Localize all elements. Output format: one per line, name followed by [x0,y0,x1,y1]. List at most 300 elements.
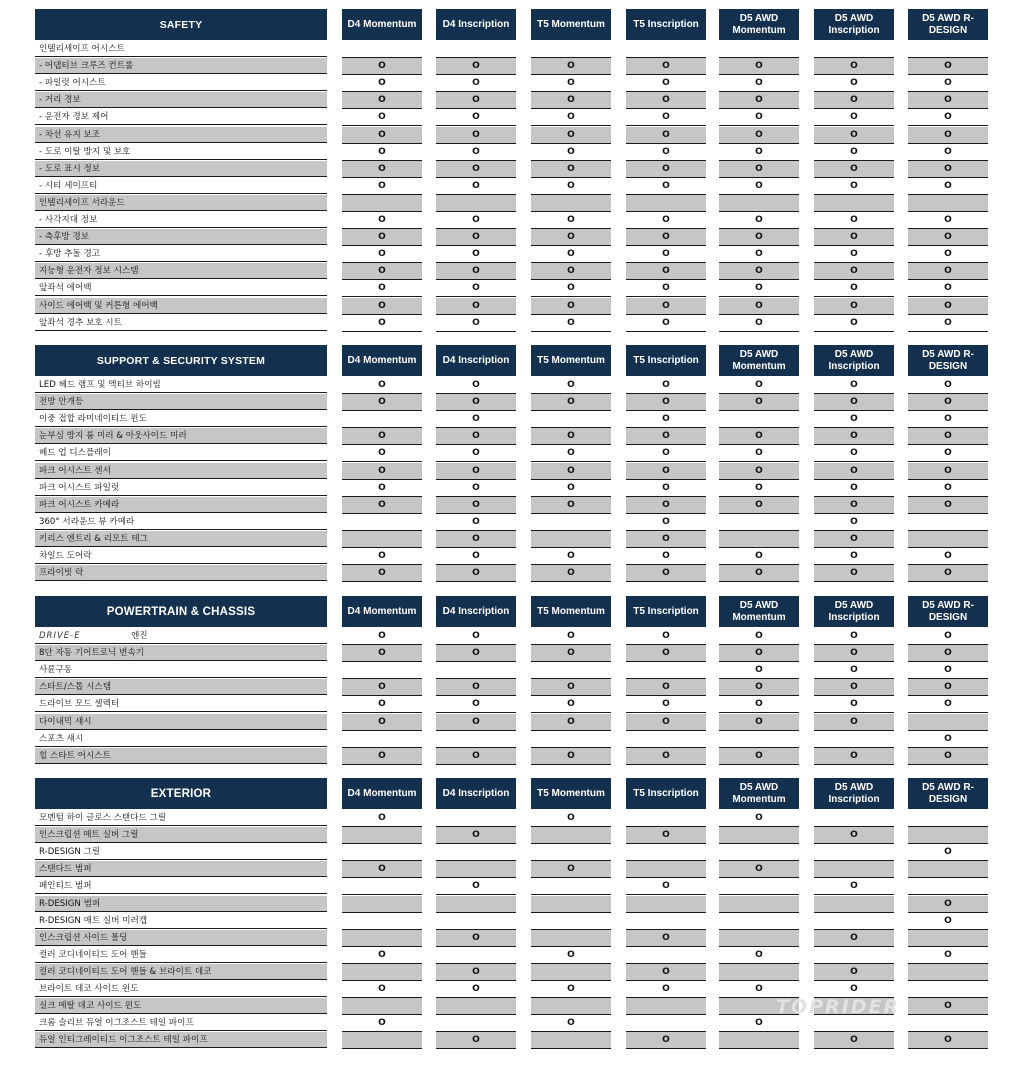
availability-mark: O [814,58,894,75]
availability-mark: O [908,109,988,126]
feature-label: - 파일럿 어시스트 [35,75,327,91]
availability-mark [342,531,422,548]
feature-label: - 차선 유지 보조 [35,127,327,143]
availability-mark: O [342,445,422,462]
availability-mark: O [719,92,799,109]
availability-mark: O [719,628,799,645]
availability-mark: O [719,947,799,964]
availability-mark: O [814,480,894,497]
availability-mark: O [626,229,706,246]
availability-mark [531,878,611,895]
availability-mark [531,41,611,58]
availability-mark: O [626,280,706,297]
availability-mark [719,964,799,981]
table-row [0,109,1024,126]
availability-mark: O [531,445,611,462]
availability-mark: O [436,161,516,178]
availability-mark: O [436,748,516,765]
availability-mark [436,844,516,861]
availability-mark [908,714,988,731]
availability-mark: O [342,161,422,178]
availability-mark: O [436,109,516,126]
availability-mark [814,861,894,878]
table-row [0,75,1024,92]
column-header: T5 Inscription [626,596,706,627]
availability-mark: O [814,298,894,315]
availability-mark: O [814,696,894,713]
availability-mark: O [342,229,422,246]
availability-mark: O [719,109,799,126]
feature-label: 스탠다드 범퍼 [35,861,327,877]
section-title: EXTERIOR [35,778,327,809]
availability-mark [626,861,706,878]
availability-mark [626,896,706,913]
availability-mark: O [719,714,799,731]
availability-mark [436,662,516,679]
availability-mark [436,1015,516,1032]
availability-mark [342,930,422,947]
availability-mark [719,827,799,844]
availability-mark: O [626,827,706,844]
column-header: D5 AWD Momentum [719,778,799,809]
table-row [0,394,1024,411]
availability-mark: O [719,696,799,713]
column-header: D5 AWD R-DESIGN [908,596,988,627]
availability-mark: O [342,810,422,827]
availability-mark: O [814,144,894,161]
availability-mark: O [342,394,422,411]
availability-mark: O [531,127,611,144]
availability-mark [342,1032,422,1049]
table-row [0,930,1024,947]
availability-mark: O [719,548,799,565]
availability-mark: O [814,497,894,514]
availability-mark: O [626,58,706,75]
table-row [0,964,1024,981]
availability-mark: O [531,480,611,497]
availability-mark [719,531,799,548]
availability-mark: O [436,428,516,445]
availability-mark: O [342,75,422,92]
table-row [0,844,1024,861]
availability-mark: O [626,714,706,731]
availability-mark [626,662,706,679]
availability-mark [908,531,988,548]
table-row [0,428,1024,445]
availability-mark: O [814,878,894,895]
availability-mark: O [626,377,706,394]
availability-mark: O [342,548,422,565]
availability-mark: O [719,298,799,315]
feature-label: 인텔리세이프 어시스트 [35,41,327,57]
availability-mark: O [908,497,988,514]
availability-mark: O [814,930,894,947]
availability-mark [908,514,988,531]
column-header: T5 Inscription [626,778,706,809]
availability-mark [719,195,799,212]
column-header: D5 AWD Inscription [814,345,894,376]
availability-mark: O [531,714,611,731]
table-row [0,628,1024,645]
table-row [0,947,1024,964]
availability-mark: O [342,480,422,497]
feature-label: 지능형 운전자 정보 시스템 [35,263,327,279]
availability-mark: O [342,696,422,713]
availability-mark: O [342,58,422,75]
availability-mark: O [342,565,422,582]
availability-mark: O [436,144,516,161]
availability-mark [626,844,706,861]
availability-mark: O [342,645,422,662]
table-row [0,445,1024,462]
availability-mark: O [531,144,611,161]
availability-mark: O [908,428,988,445]
availability-mark: O [814,377,894,394]
column-header: T5 Momentum [531,778,611,809]
table-row [0,810,1024,827]
availability-mark [342,731,422,748]
availability-mark [531,930,611,947]
table-row [0,896,1024,913]
availability-mark [908,41,988,58]
availability-mark: O [908,212,988,229]
availability-mark: O [626,92,706,109]
availability-mark [531,998,611,1015]
table-row [0,41,1024,58]
availability-mark: O [531,109,611,126]
availability-mark: O [814,394,894,411]
availability-mark: O [626,679,706,696]
availability-mark: O [436,878,516,895]
availability-mark: O [719,58,799,75]
table-row [0,92,1024,109]
availability-mark: O [908,696,988,713]
availability-mark: O [531,428,611,445]
availability-mark [719,411,799,428]
feature-label: 차일드 도어락 [35,548,327,564]
section-title: POWERTRAIN & CHASSIS [35,596,327,627]
availability-mark: O [814,428,894,445]
feature-label: 파크 어시스트 센서 [35,463,327,479]
availability-mark: O [436,229,516,246]
availability-mark: O [908,548,988,565]
availability-mark: O [814,127,894,144]
availability-mark: O [814,445,894,462]
availability-mark: O [436,315,516,332]
availability-mark: O [814,463,894,480]
column-header: D5 AWD R-DESIGN [908,345,988,376]
watermark: TOPRIDER [776,996,901,1018]
availability-mark: O [342,861,422,878]
availability-mark: O [342,178,422,195]
column-header: D5 AWD Inscription [814,9,894,40]
availability-mark: O [531,861,611,878]
availability-mark: O [908,161,988,178]
availability-mark [626,195,706,212]
availability-mark [436,947,516,964]
table-row [0,298,1024,315]
availability-mark: O [719,280,799,297]
table-row [0,480,1024,497]
availability-mark: O [908,445,988,462]
availability-mark: O [908,731,988,748]
feature-label: 앞좌석 에어백 [35,280,327,296]
availability-mark: O [814,315,894,332]
availability-mark: O [626,645,706,662]
availability-mark [342,913,422,930]
availability-mark: O [719,178,799,195]
availability-mark: O [719,565,799,582]
availability-mark: O [814,714,894,731]
feature-label: 크롬 슬리브 듀얼 이그조스트 테일 파이프 [35,1015,327,1031]
availability-mark [908,1015,988,1032]
feature-label: 힐 스타트 어시스트 [35,748,327,764]
table-row [0,565,1024,582]
availability-mark: O [531,565,611,582]
availability-mark: O [814,263,894,280]
availability-mark: O [436,127,516,144]
availability-mark: O [531,246,611,263]
availability-mark [531,827,611,844]
availability-mark: O [908,58,988,75]
availability-mark: O [531,981,611,998]
availability-mark: O [814,628,894,645]
availability-mark [626,810,706,827]
availability-mark: O [436,463,516,480]
availability-mark: O [531,161,611,178]
availability-mark: O [531,645,611,662]
feature-label: 파크 어시스트 카메라 [35,497,327,513]
availability-mark: O [814,161,894,178]
availability-mark [531,662,611,679]
availability-mark: O [531,463,611,480]
table-row [0,315,1024,332]
availability-mark: O [719,75,799,92]
table-row [0,861,1024,878]
availability-mark: O [908,565,988,582]
availability-mark: O [626,178,706,195]
availability-mark: O [908,1032,988,1049]
availability-mark [436,41,516,58]
availability-mark [908,930,988,947]
availability-mark [436,861,516,878]
availability-mark [436,998,516,1015]
availability-mark: O [719,1015,799,1032]
feature-label: 파크 어시스트 파일럿 [35,480,327,496]
availability-mark [342,514,422,531]
availability-mark [719,913,799,930]
feature-label: 사이드 에어백 및 커튼형 에어백 [35,298,327,314]
feature-label: - 시티 세이프티 [35,178,327,194]
availability-mark: O [626,315,706,332]
feature-label: 스타트/스톱 시스템 [35,679,327,695]
availability-mark [436,810,516,827]
availability-mark: O [814,565,894,582]
availability-mark: O [531,178,611,195]
availability-mark: O [436,679,516,696]
availability-mark [814,195,894,212]
availability-mark: O [908,263,988,280]
availability-mark: O [908,913,988,930]
availability-mark: O [814,964,894,981]
availability-mark [531,514,611,531]
availability-mark: O [342,714,422,731]
availability-mark: O [626,964,706,981]
availability-mark [531,531,611,548]
availability-mark [626,41,706,58]
availability-mark: O [342,263,422,280]
availability-mark: O [814,75,894,92]
feature-label: 이중 접합 라미네이티드 윈도 [35,411,327,427]
availability-mark [719,930,799,947]
feature-label: 페인티드 범퍼 [35,878,327,894]
availability-mark: O [436,445,516,462]
availability-mark: O [342,463,422,480]
availability-mark [342,195,422,212]
table-row [0,280,1024,297]
availability-mark: O [342,127,422,144]
availability-mark: O [814,411,894,428]
feature-label: 360° 서라운드 뷰 카메라 [35,514,327,530]
availability-mark: O [814,548,894,565]
availability-mark [436,731,516,748]
availability-mark [719,1032,799,1049]
availability-mark: O [626,75,706,92]
availability-mark: O [908,246,988,263]
table-row [0,178,1024,195]
section-title: SUPPORT & SECURITY SYSTEM [35,345,327,376]
column-header: T5 Inscription [626,345,706,376]
feature-label: - 어댑티브 크루즈 컨트롤 [35,58,327,74]
feature-label: 드라이브 모드 셀렉터 [35,696,327,712]
availability-mark: O [626,212,706,229]
availability-mark: O [531,263,611,280]
availability-mark: O [436,696,516,713]
table-row [0,161,1024,178]
availability-mark: O [342,497,422,514]
availability-mark: O [436,411,516,428]
availability-mark [342,662,422,679]
feature-label: 브라이트 데코 사이드 윈도 [35,981,327,997]
availability-mark: O [719,212,799,229]
availability-mark [342,41,422,58]
availability-mark: O [908,480,988,497]
availability-mark [342,411,422,428]
availability-mark: O [626,428,706,445]
column-header: D4 Inscription [436,345,516,376]
availability-mark: O [814,531,894,548]
availability-mark: O [814,246,894,263]
availability-mark: O [908,298,988,315]
feature-label: - 사각지대 정보 [35,212,327,228]
availability-mark: O [531,497,611,514]
availability-mark: O [719,161,799,178]
availability-mark: O [814,827,894,844]
availability-mark: O [531,377,611,394]
availability-mark: O [436,964,516,981]
availability-mark [719,844,799,861]
availability-mark [908,861,988,878]
availability-mark: O [719,645,799,662]
availability-mark: O [342,679,422,696]
availability-mark: O [908,748,988,765]
feature-label: 8단 자동 기어트로닉 변속기 [35,645,327,661]
availability-mark: O [719,394,799,411]
column-header: D5 AWD Momentum [719,345,799,376]
availability-mark [908,964,988,981]
availability-mark: O [436,497,516,514]
availability-mark: O [719,480,799,497]
table-row [0,229,1024,246]
availability-mark [814,731,894,748]
availability-mark: O [908,896,988,913]
availability-mark: O [719,445,799,462]
availability-mark: O [436,565,516,582]
table-row [0,827,1024,844]
availability-mark [531,411,611,428]
availability-mark: O [342,280,422,297]
availability-mark: O [436,480,516,497]
availability-mark: O [531,548,611,565]
availability-mark: O [531,748,611,765]
table-row [0,246,1024,263]
feature-label: 다이내믹 섀시 [35,714,327,730]
availability-mark: O [436,298,516,315]
availability-mark: O [908,998,988,1015]
feature-label-text: 엔진 [131,631,148,641]
availability-mark: O [719,377,799,394]
column-header: D5 AWD Inscription [814,596,894,627]
availability-mark: O [342,628,422,645]
table-row [0,1032,1024,1049]
availability-mark: O [908,229,988,246]
availability-mark: O [531,679,611,696]
availability-mark: O [719,144,799,161]
column-header: D5 AWD Momentum [719,9,799,40]
availability-mark: O [531,394,611,411]
availability-mark: O [626,144,706,161]
availability-mark: O [719,428,799,445]
availability-mark: O [531,229,611,246]
availability-mark: O [342,298,422,315]
table-row [0,463,1024,480]
availability-mark: O [342,981,422,998]
availability-mark [342,844,422,861]
availability-mark [531,964,611,981]
availability-mark: O [908,280,988,297]
availability-mark [626,913,706,930]
availability-mark [908,981,988,998]
availability-mark [436,195,516,212]
feature-label: - 도로 이탈 방지 및 보호 [35,144,327,160]
availability-mark: O [531,75,611,92]
availability-mark: O [719,662,799,679]
availability-mark: O [626,463,706,480]
column-header: D5 AWD R-DESIGN [908,778,988,809]
column-header: T5 Momentum [531,9,611,40]
availability-mark [342,998,422,1015]
feature-label: 실크 메탈 데코 사이드 윈도 [35,998,327,1014]
availability-mark: O [436,628,516,645]
section-title: SAFETY [35,9,327,40]
availability-mark: O [436,263,516,280]
availability-mark: O [908,127,988,144]
availability-mark: O [908,92,988,109]
availability-mark [531,731,611,748]
availability-mark: O [342,315,422,332]
availability-mark: O [436,930,516,947]
availability-mark [908,195,988,212]
